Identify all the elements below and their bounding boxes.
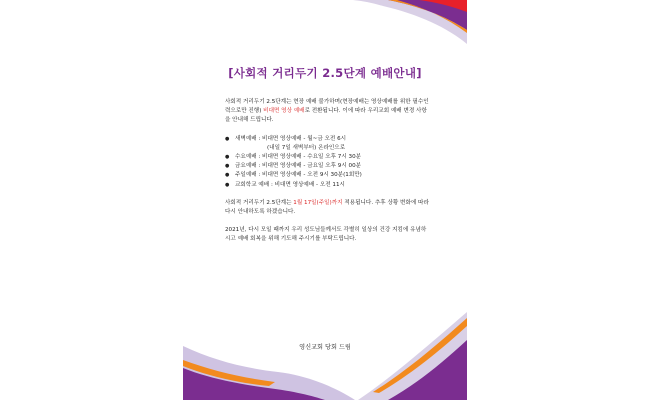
bullet-icon: ● <box>225 154 230 161</box>
list-item-text: 새벽예배 : 비대면 영상예배 - 월~금 오전 6시 <box>235 135 347 142</box>
closing-paragraph: 2021년, 다시 모일 때까지 우리 성도님들께서도 각별히 일상의 건강 지킴에 유념하시고 예배 회복을 위해 기도해 주시기를 부탁드립니다. <box>225 227 427 243</box>
list-item-wednesday <box>225 153 430 162</box>
bullet-icon: ● <box>225 172 230 179</box>
list-item-school <box>225 181 430 190</box>
signature: 영신교회 당회 드림 <box>299 344 351 351</box>
notice-title: [사회적 거리두기 2.5단계 예배안내] <box>228 66 422 80</box>
intro-paragraph <box>225 98 430 126</box>
list-item-sunday <box>225 171 430 180</box>
list-item-subnote: (내일 7일 새벽부터) 온라인으로 <box>267 144 346 151</box>
list-item-text: 수요예배 : 비대면 영상예배 - 수요일 오후 7시 30분 <box>235 154 362 161</box>
list-item-text: 금요예배 : 비대면 영상예배 - 금요일 오후 9시 00분 <box>235 163 362 170</box>
period-text: 사회적 거리두기 2.5단계는 <box>225 199 292 206</box>
list-item-dawn <box>225 135 430 144</box>
bullet-icon: ● <box>225 181 230 188</box>
notice-body <box>225 98 430 245</box>
intro-highlight: 비대면 영상 예배 <box>263 108 305 115</box>
list-item-text: 교회학교 예배 : 비대면 영상예배 - 오전 11시 <box>235 181 345 188</box>
intro-text: 사회적 거리두기 2.5단계는 현장 예배 불가하며(현장예배는 영상예배를 위한 필수인력으로만 진행) <box>225 99 429 115</box>
list-item-text: 주일예배 : 비대면 영상예배 - 오전 9시 30분(1회만) <box>235 172 362 179</box>
list-item-friday <box>225 162 430 171</box>
period-text-end: 적용됩니다. 추후 상황 변화에 따라 다시 안내하도록 하겠습니다. <box>225 199 429 216</box>
period-paragraph <box>225 199 430 217</box>
notice-poster <box>183 0 467 400</box>
period-highlight: 1월 17일(주일)까지 <box>293 199 343 206</box>
bullet-icon: ● <box>225 163 230 170</box>
bullet-icon: ● <box>225 135 230 142</box>
intro-text-end: 로 전환됩니다. 이에 따라 우리교회 예배 변경 사항을 안내해 드립니다. <box>225 108 427 124</box>
